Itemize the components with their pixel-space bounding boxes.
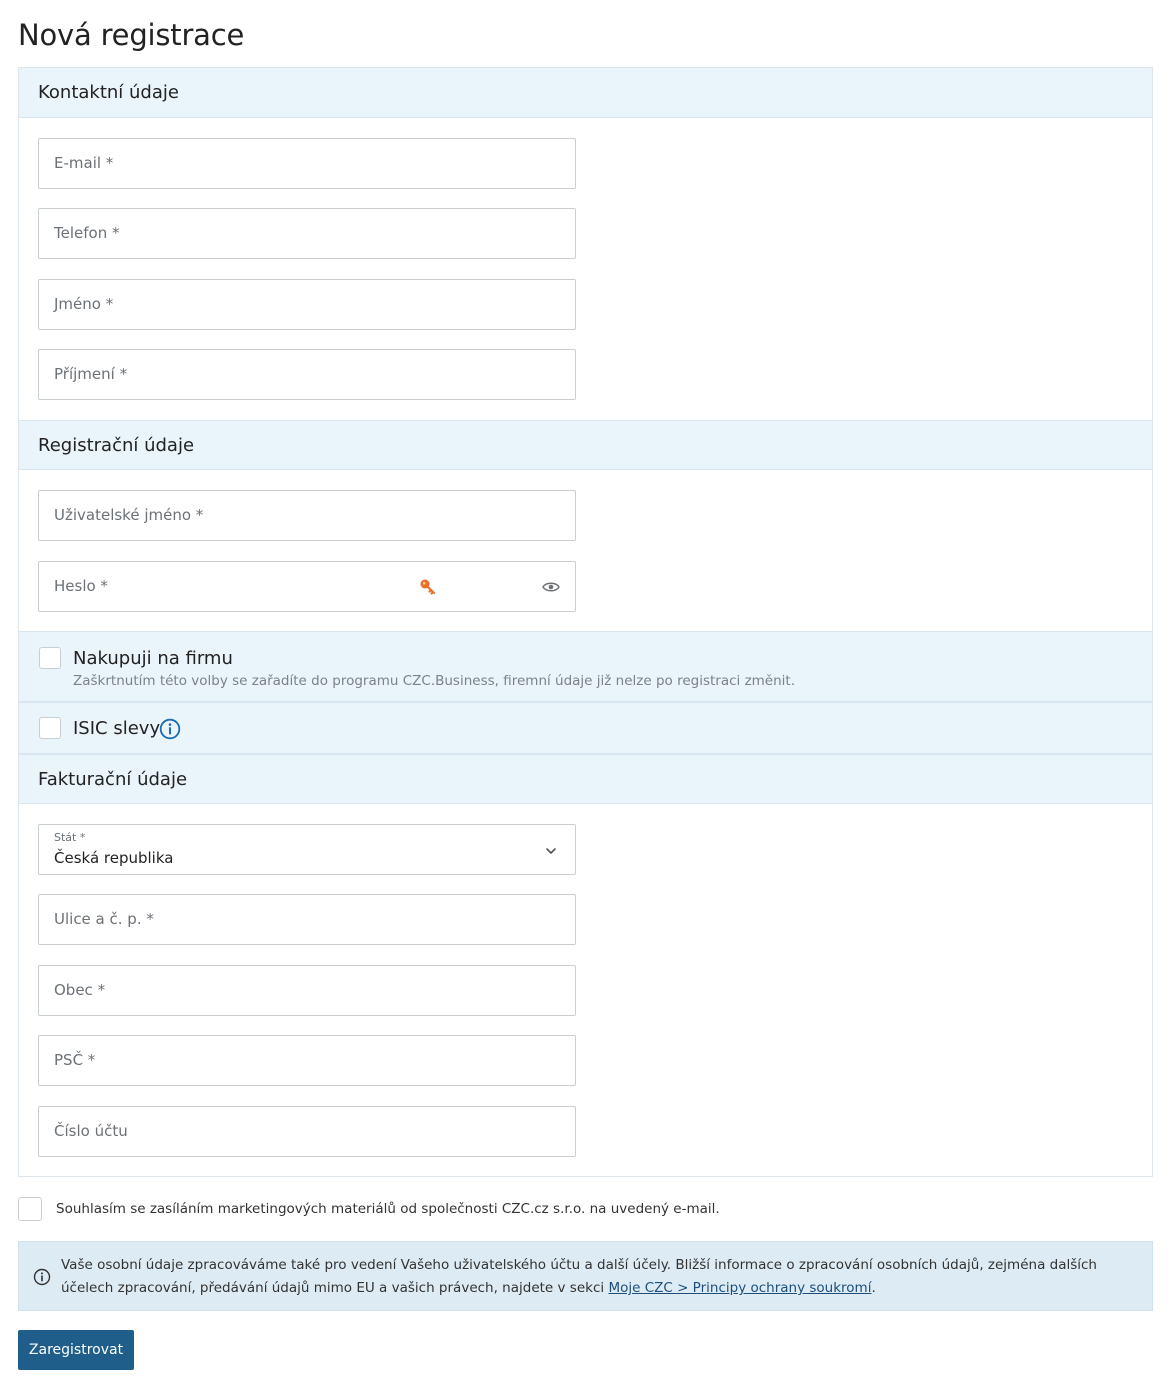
email-placeholder: E-mail * [54,154,114,172]
privacy-notice-body: Vaše osobní údaje zpracováváme také pro vedení Vašeho uživatelského účtu a další účely. Bližší informace o zpracování osobních údajů, zejména dalších účelech zpracování, předávání údajů mimo EU a vašich právech, najdete v sekci [61,1257,1097,1296]
section-registration-title: Registrační údaje [38,435,195,456]
privacy-notice [18,1241,1153,1311]
business-label[interactable]: Nakupuji na firmu [73,648,233,669]
privacy-notice-text [61,1254,1141,1300]
street-placeholder: Ulice a č. p. * [54,910,154,928]
chevron-down-icon [544,845,558,857]
isic-checkbox[interactable] [39,717,61,739]
isic-label[interactable]: ISIC slevy [73,718,161,739]
registration-form [18,67,1153,1177]
password-field[interactable] [38,561,576,612]
first-name-field[interactable] [38,279,576,330]
zip-field[interactable] [38,1035,576,1086]
account-number-placeholder: Číslo účtu [54,1122,128,1140]
last-name-field[interactable] [38,349,576,400]
key-icon[interactable] [419,578,437,596]
country-value: Česká republika [54,849,174,867]
marketing-checkbox[interactable] [18,1197,42,1221]
country-select[interactable] [38,824,576,875]
marketing-consent [18,1197,1153,1223]
street-field[interactable] [38,894,576,945]
zip-placeholder: PSČ * [54,1051,96,1069]
username-placeholder: Uživatelské jméno * [54,506,204,524]
city-placeholder: Obec * [54,981,106,999]
eye-icon[interactable] [542,579,560,595]
country-label: Stát * [54,831,86,844]
section-billing-header [19,754,1152,804]
section-contact-title: Kontaktní údaje [38,82,179,103]
business-checkbox[interactable] [39,647,61,669]
register-button[interactable]: Zaregistrovat [18,1330,134,1370]
section-billing-title: Fakturační údaje [38,769,188,790]
privacy-policy-link[interactable]: Moje CZC > Principy ochrany soukromí [608,1280,872,1296]
marketing-label[interactable]: Souhlasím se zasíláním marketingových materiálů od společnosti CZC.cz s.r.o. na uvedený e-mail. [56,1201,720,1217]
info-icon[interactable] [159,718,181,740]
account-number-field[interactable] [38,1106,576,1157]
username-field[interactable] [38,490,576,541]
privacy-notice-suffix: . [871,1280,876,1296]
last-name-placeholder: Příjmení * [54,365,128,383]
business-option-band [19,631,1152,702]
section-contact-header [19,68,1152,118]
section-registration-header [19,420,1152,470]
phone-placeholder: Telefon * [54,224,120,242]
phone-field[interactable] [38,208,576,259]
city-field[interactable] [38,965,576,1016]
password-placeholder: Heslo * [54,577,108,595]
isic-option-band [19,702,1152,754]
first-name-placeholder: Jméno * [54,295,114,313]
page-title: Nová registrace [18,18,245,52]
info-icon [33,1268,51,1286]
email-field[interactable] [38,138,576,189]
business-note: Zaškrtnutím této volby se zařadíte do programu CZC.Business, firemní údaje již nelze po registraci změnit. [73,673,796,689]
